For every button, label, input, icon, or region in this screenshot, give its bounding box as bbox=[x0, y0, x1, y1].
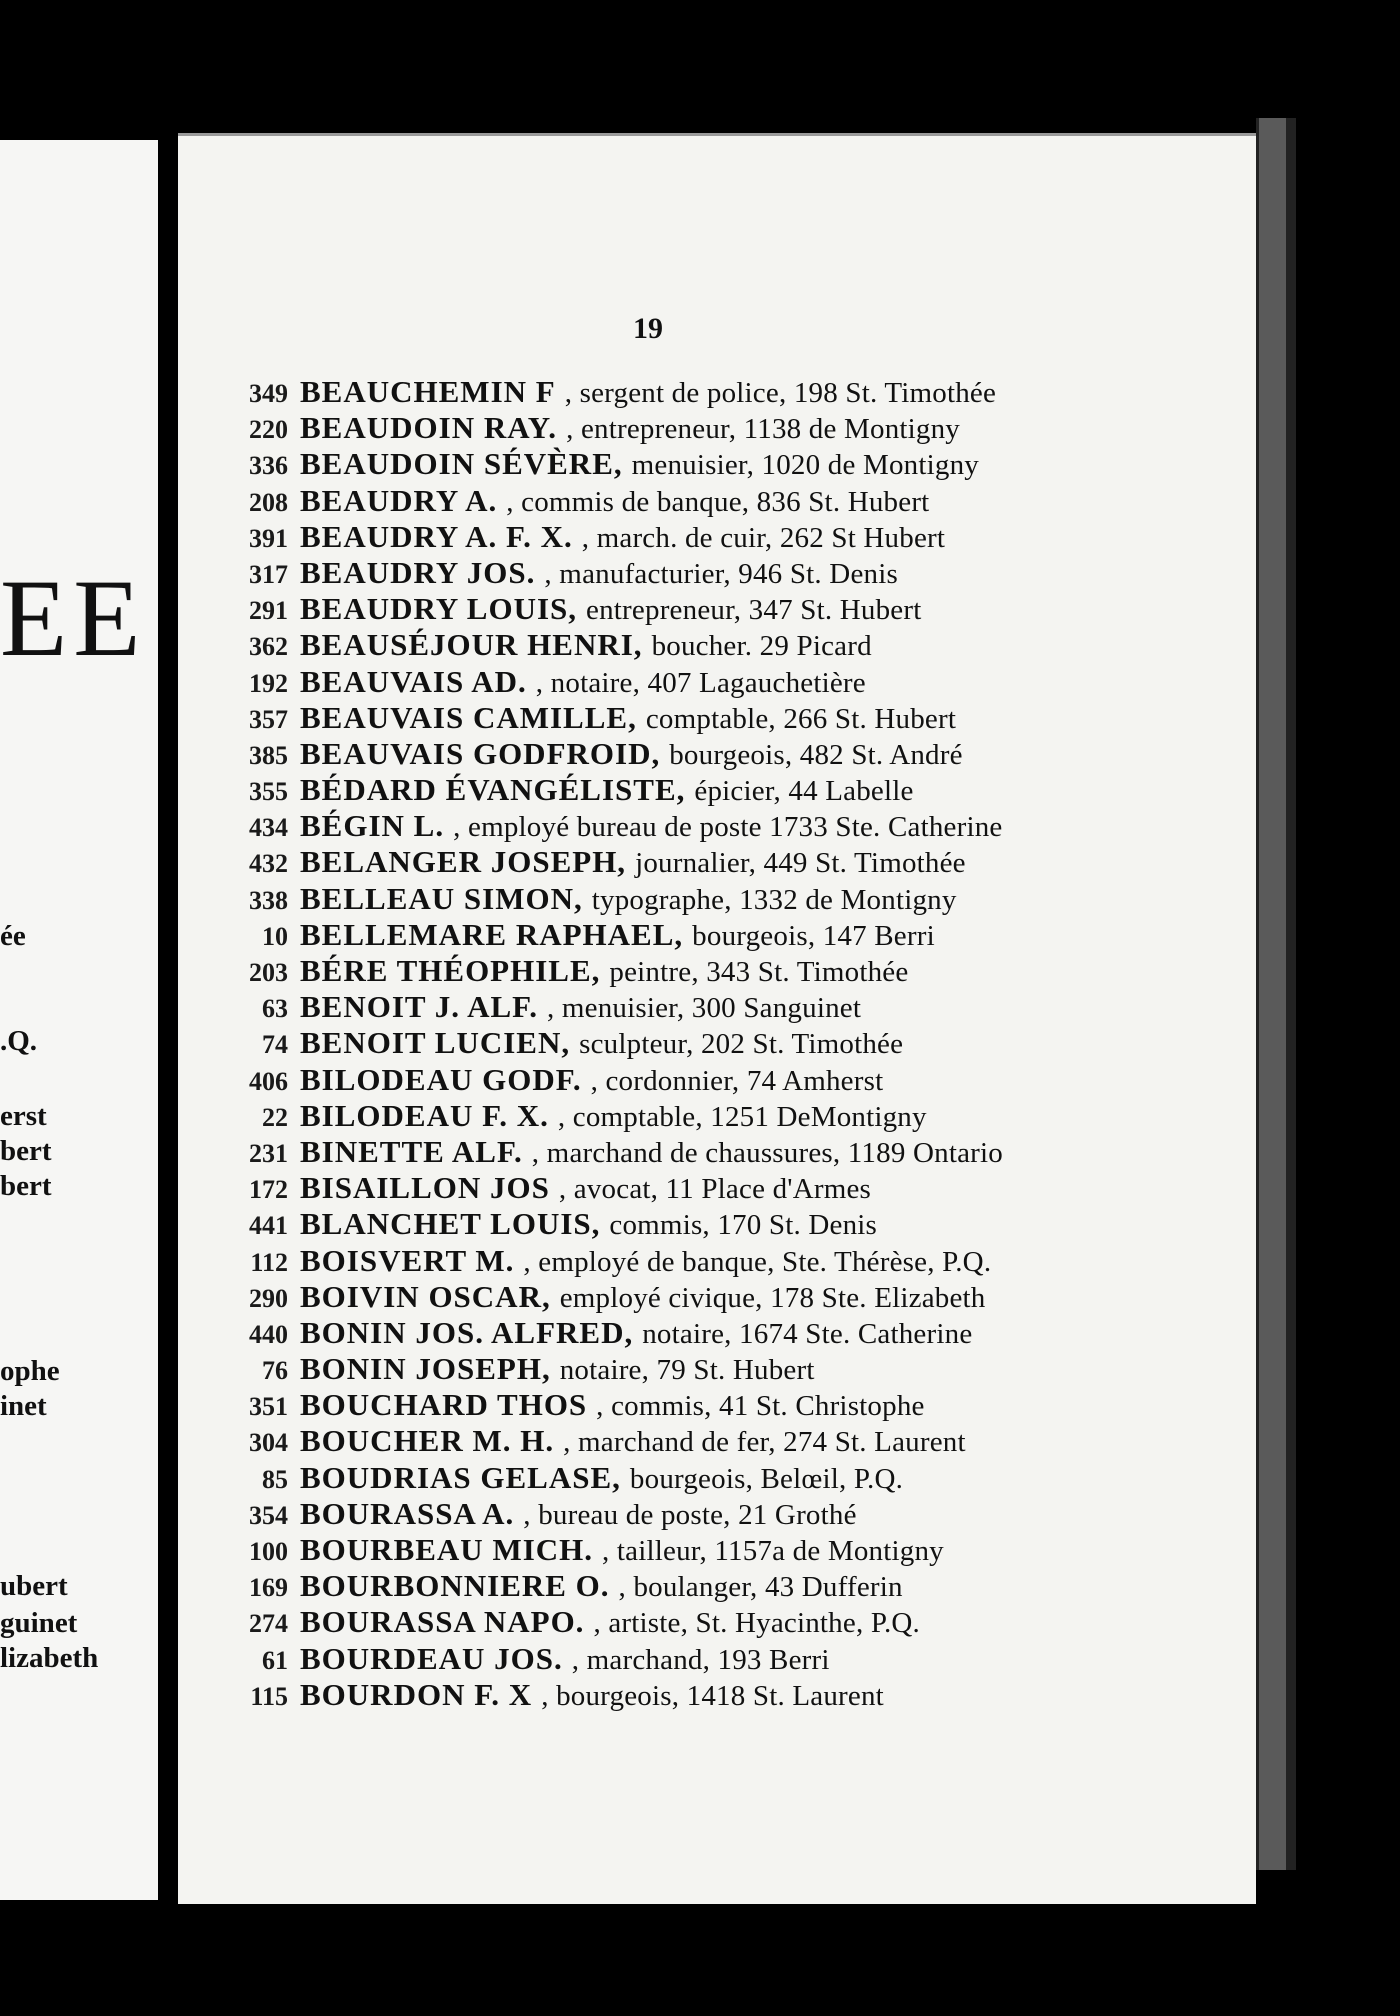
entry-description: entrepreneur, 347 St. Hubert bbox=[586, 594, 922, 627]
entry-description: employé civique, 178 Ste. Elizabeth bbox=[559, 1281, 986, 1314]
entry-description: , boulanger, 43 Dufferin bbox=[618, 1571, 903, 1604]
entry-name: BILODEAU GODF. bbox=[300, 1061, 582, 1097]
directory-entry bbox=[208, 519, 1248, 555]
entry-name: BOUCHARD THOS bbox=[300, 1387, 588, 1423]
entry-name: BEAUVAIS GODFROID, bbox=[300, 735, 661, 771]
entry-description: , cordonnier, 74 Amherst bbox=[590, 1064, 884, 1097]
entry-description: comptable, 266 St. Hubert bbox=[645, 702, 957, 735]
entry-name: BEAUDRY LOUIS, bbox=[300, 591, 578, 627]
directory-entry bbox=[208, 1387, 1248, 1423]
entry-name: BÉDARD ÉVANGÉLISTE, bbox=[300, 772, 686, 808]
entry-number: 354 bbox=[249, 1500, 288, 1530]
entry-number: 220 bbox=[249, 415, 288, 445]
directory-entry bbox=[208, 772, 1248, 808]
entry-number: 338 bbox=[249, 885, 288, 915]
entry-number: 432 bbox=[249, 849, 288, 879]
entry-description: sculpteur, 202 St. Timothée bbox=[579, 1028, 904, 1061]
entry-number: 290 bbox=[249, 1283, 288, 1313]
entry-name: BOURDEAU JOS. bbox=[300, 1640, 563, 1676]
entry-number: 362 bbox=[249, 632, 288, 662]
directory-entry bbox=[208, 1568, 1248, 1604]
directory-entry bbox=[208, 664, 1248, 700]
directory-entry bbox=[208, 1423, 1248, 1459]
entry-number: 434 bbox=[249, 813, 288, 843]
entry-number: 74 bbox=[262, 1030, 288, 1060]
text-fragment: lizabeth bbox=[0, 1642, 99, 1674]
entry-name: BOISVERT M. bbox=[300, 1242, 515, 1278]
directory-entry bbox=[208, 1243, 1248, 1279]
entry-number: 61 bbox=[262, 1645, 288, 1675]
entry-description: , employé de banque, Ste. Thérèse, P.Q. bbox=[523, 1245, 992, 1278]
entry-name: BELLEMARE RAPHAEL, bbox=[300, 916, 684, 952]
text-fragment: bert bbox=[0, 1135, 52, 1167]
entry-number: 231 bbox=[249, 1138, 288, 1168]
entry-name: BOUCHER M. H. bbox=[300, 1423, 555, 1459]
entry-name: BONIN JOS. ALFRED, bbox=[300, 1314, 634, 1350]
directory-entry bbox=[208, 483, 1248, 519]
entry-description: notaire, 1674 Ste. Catherine bbox=[642, 1317, 973, 1350]
entry-description: journalier, 449 St. Timothée bbox=[635, 847, 966, 880]
entry-description: , comptable, 1251 DeMontigny bbox=[557, 1100, 927, 1133]
text-fragment: guinet bbox=[0, 1607, 78, 1639]
directory-entry bbox=[208, 627, 1248, 663]
entry-name: BÉGIN L. bbox=[300, 808, 445, 844]
entry-description: , employé bureau de poste 1733 Ste. Catherine bbox=[453, 811, 1003, 844]
directory-entry bbox=[208, 881, 1248, 917]
entry-description: , marchand de chaussures, 1189 Ontario bbox=[531, 1136, 1003, 1169]
entry-number: 406 bbox=[249, 1066, 288, 1096]
text-fragment: inet bbox=[0, 1390, 47, 1422]
entry-description: , march. de cuir, 262 St Hubert bbox=[581, 521, 946, 554]
directory-entry bbox=[208, 1460, 1248, 1496]
directory-entry bbox=[208, 1641, 1248, 1677]
entry-name: BÉRE THÉOPHILE, bbox=[300, 953, 601, 988]
directory-entry bbox=[208, 1496, 1248, 1532]
entry-name: BEAUDRY JOS. bbox=[300, 554, 536, 590]
entry-number: 441 bbox=[249, 1211, 288, 1241]
entry-number: 63 bbox=[262, 994, 288, 1024]
entry-number: 10 bbox=[262, 921, 288, 951]
directory-entry bbox=[208, 1351, 1248, 1387]
entry-name: BOURASSA A. bbox=[300, 1495, 515, 1531]
entry-name: BOURBEAU MICH. bbox=[300, 1532, 594, 1567]
text-fragment: ubert bbox=[0, 1570, 68, 1602]
entry-description: , marchand de fer, 274 St. Laurent bbox=[563, 1426, 966, 1459]
entry-description: , tailleur, 1157a de Montigny bbox=[602, 1535, 944, 1567]
directory-entry bbox=[208, 808, 1248, 844]
entry-number: 192 bbox=[249, 668, 288, 698]
entry-name: BEAUVAIS AD. bbox=[300, 663, 527, 699]
directory-entry bbox=[208, 374, 1248, 410]
entry-description: bourgeois, Belœil, P.Q. bbox=[629, 1462, 904, 1495]
entry-name: BOURDON F. X bbox=[300, 1676, 533, 1712]
entry-name: BISAILLON JOS bbox=[300, 1170, 550, 1206]
directory-entry bbox=[208, 1315, 1248, 1351]
entry-name: BOUDRIAS GELASE, bbox=[300, 1459, 621, 1495]
directory-entry bbox=[208, 1170, 1248, 1206]
directory-entry bbox=[208, 844, 1248, 880]
entry-description: typographe, 1332 de Montigny bbox=[591, 883, 957, 916]
entry-number: 274 bbox=[249, 1609, 288, 1639]
entry-description: menuisier, 1020 de Montigny bbox=[631, 449, 979, 482]
entry-description: peintre, 343 St. Timothée bbox=[609, 956, 909, 988]
directory-entry bbox=[208, 591, 1248, 627]
entry-name: BOURBONNIERE O. bbox=[300, 1568, 610, 1604]
entry-number: 317 bbox=[249, 559, 288, 589]
entry-name: BINETTE ALF. bbox=[300, 1133, 523, 1169]
entry-number: 100 bbox=[249, 1537, 288, 1566]
entry-description: , avocat, 11 Place d'Armes bbox=[558, 1173, 872, 1206]
entry-name: BLANCHET LOUIS, bbox=[300, 1206, 601, 1242]
entry-description: , bourgeois, 1418 St. Laurent bbox=[541, 1679, 884, 1712]
entry-number: 172 bbox=[249, 1175, 288, 1205]
entry-name: BEAUDRY A. F. X. bbox=[300, 518, 573, 554]
entry-number: 391 bbox=[249, 523, 288, 553]
directory-entry bbox=[208, 736, 1248, 772]
directory-entry bbox=[208, 410, 1248, 446]
directory-page bbox=[178, 133, 1256, 1904]
directory-entry bbox=[208, 1025, 1248, 1061]
entry-name: BEAUDRY A. bbox=[300, 482, 498, 518]
entry-description: boucher. 29 Picard bbox=[651, 630, 872, 663]
entry-list bbox=[208, 374, 1248, 1713]
entry-description: , artiste, St. Hyacinthe, P.Q. bbox=[593, 1607, 921, 1640]
entry-name: BELLEAU SIMON, bbox=[300, 880, 583, 916]
directory-entry bbox=[208, 1134, 1248, 1170]
entry-description: , notaire, 407 Lagauchetière bbox=[535, 666, 866, 699]
directory-entry bbox=[208, 1062, 1248, 1098]
text-fragment: bert bbox=[0, 1170, 52, 1202]
directory-entry bbox=[208, 1532, 1248, 1568]
directory-entry bbox=[208, 446, 1248, 482]
entry-number: 355 bbox=[249, 777, 288, 807]
entry-number: 336 bbox=[249, 451, 288, 481]
entry-name: BILODEAU F. X. bbox=[300, 1097, 549, 1133]
entry-number: 112 bbox=[250, 1247, 288, 1277]
entry-number: 349 bbox=[249, 379, 288, 408]
directory-entry bbox=[208, 1098, 1248, 1134]
text-fragment: .Q. bbox=[0, 1025, 38, 1057]
entry-description: épicier, 44 Labelle bbox=[694, 775, 914, 808]
text-fragment: ée bbox=[0, 920, 26, 952]
heading-fragment: EE bbox=[0, 557, 147, 679]
entry-number: 115 bbox=[250, 1681, 288, 1711]
directory-entry bbox=[208, 555, 1248, 591]
entry-description: , commis de banque, 836 St. Hubert bbox=[506, 485, 930, 518]
entry-name: BELANGER JOSEPH, bbox=[300, 844, 627, 880]
previous-page-fragment bbox=[0, 140, 158, 1900]
entry-name: BENOIT J. ALF. bbox=[300, 989, 538, 1025]
entry-name: BEAUDOIN SÉVÈRE, bbox=[300, 446, 623, 482]
page-number: 19 bbox=[633, 312, 663, 345]
entry-number: 351 bbox=[249, 1392, 288, 1422]
entry-number: 440 bbox=[249, 1319, 288, 1349]
entry-number: 304 bbox=[249, 1428, 288, 1458]
entry-description: , sergent de police, 198 St. Timothée bbox=[564, 377, 997, 409]
entry-name: BOIVIN OSCAR, bbox=[300, 1278, 551, 1314]
directory-entry bbox=[208, 917, 1248, 953]
book-gutter bbox=[158, 138, 178, 1900]
entry-description: bourgeois, 482 St. André bbox=[669, 738, 963, 771]
entry-description: notaire, 79 St. Hubert bbox=[559, 1354, 815, 1387]
directory-entry bbox=[208, 989, 1248, 1025]
entry-description: commis, 170 St. Denis bbox=[609, 1209, 878, 1242]
entry-number: 76 bbox=[262, 1356, 288, 1386]
entry-number: 85 bbox=[262, 1464, 288, 1494]
text-fragment: erst bbox=[0, 1100, 47, 1132]
entry-number: 385 bbox=[249, 740, 288, 770]
entry-number: 22 bbox=[262, 1102, 288, 1132]
entry-description: , commis, 41 St. Christophe bbox=[596, 1390, 925, 1423]
directory-entry bbox=[208, 1206, 1248, 1242]
page-edge bbox=[1256, 118, 1289, 1870]
entry-description: , manufacturier, 946 St. Denis bbox=[544, 557, 898, 590]
entry-description: , entrepreneur, 1138 de Montigny bbox=[566, 413, 961, 446]
entry-name: BONIN JOSEPH, bbox=[300, 1351, 551, 1387]
entry-number: 169 bbox=[249, 1573, 288, 1603]
text-fragment: ophe bbox=[0, 1355, 60, 1387]
directory-entry bbox=[208, 1677, 1248, 1713]
entry-name: BOURASSA NAPO. bbox=[300, 1604, 585, 1640]
entry-description: , menuisier, 300 Sanguinet bbox=[546, 992, 862, 1025]
directory-entry bbox=[208, 953, 1248, 989]
page-edge-shadow bbox=[1286, 118, 1296, 1870]
entry-name: BEAUCHEMIN F bbox=[300, 374, 556, 409]
entry-number: 291 bbox=[249, 596, 288, 626]
entry-name: BEAUSÉJOUR HENRI, bbox=[300, 627, 643, 663]
entry-description: bourgeois, 147 Berri bbox=[692, 919, 935, 952]
entry-name: BEAUDOIN RAY. bbox=[300, 410, 558, 446]
entry-number: 208 bbox=[249, 487, 288, 517]
directory-entry bbox=[208, 700, 1248, 736]
entry-number: 357 bbox=[249, 704, 288, 734]
entry-number: 203 bbox=[249, 958, 288, 987]
directory-entry bbox=[208, 1279, 1248, 1315]
entry-name: BENOIT LUCIEN, bbox=[300, 1025, 571, 1061]
directory-entry bbox=[208, 1604, 1248, 1640]
entry-description: , marchand, 193 Berri bbox=[571, 1643, 830, 1676]
entry-name: BEAUVAIS CAMILLE, bbox=[300, 699, 637, 735]
entry-description: , bureau de poste, 21 Grothé bbox=[523, 1498, 857, 1531]
